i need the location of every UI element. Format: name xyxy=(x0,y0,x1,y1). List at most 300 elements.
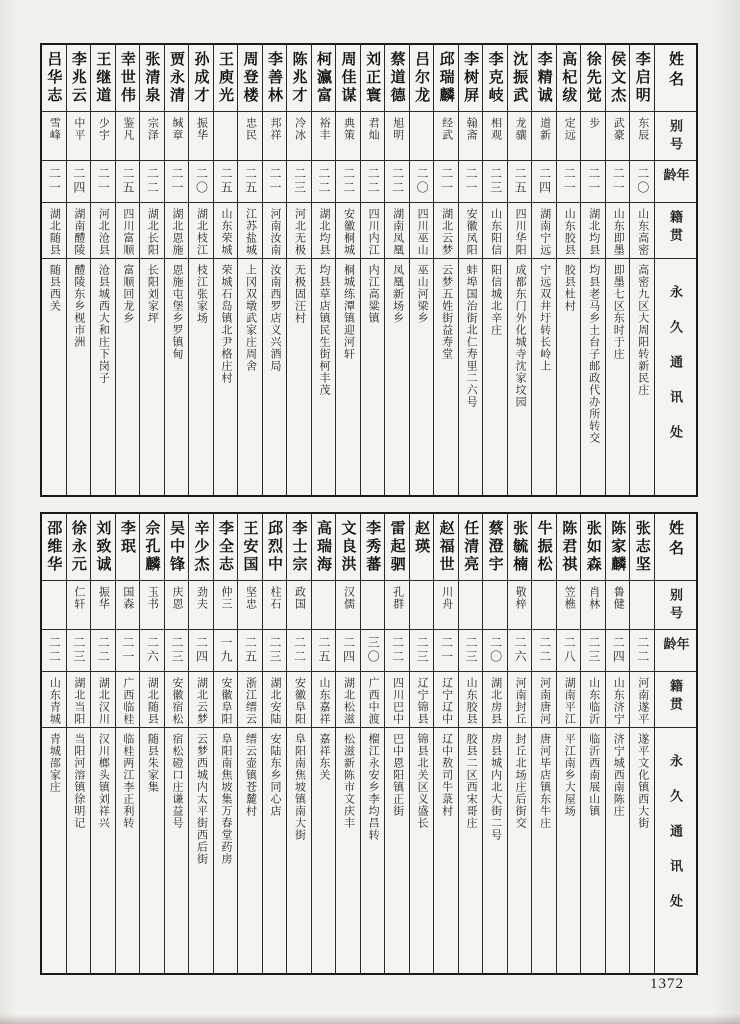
person-address: 安陆东乡同心店 xyxy=(269,733,281,817)
person-name: 柯瀛富 xyxy=(315,51,333,105)
person-alias-cell xyxy=(581,112,605,161)
person-address-cell xyxy=(459,728,483,973)
person-age-cell xyxy=(459,161,483,203)
person-name-cell xyxy=(630,514,654,581)
header-native-cell xyxy=(655,203,696,259)
person-age-cell xyxy=(434,161,458,203)
person-address: 阜阳南焦坡集万春堂药房 xyxy=(219,733,232,865)
person-alias-cell xyxy=(287,112,311,161)
person-age: 二二 xyxy=(390,636,405,664)
person-name: 张清泉 xyxy=(143,51,161,105)
person-native-cell xyxy=(287,203,311,259)
person-native-cell xyxy=(361,203,385,259)
person-name: 刘致诚 xyxy=(94,520,112,574)
person-name-cell xyxy=(336,45,360,112)
person-alias: 旭明 xyxy=(391,117,404,141)
person-name-cell xyxy=(312,514,336,581)
header-age-cell xyxy=(655,161,696,203)
person-alias-cell xyxy=(410,112,434,161)
person-name-cell xyxy=(606,514,630,581)
person-age: 二六 xyxy=(145,636,160,664)
person-native: 河南封丘 xyxy=(514,677,527,725)
person-name-cell xyxy=(508,45,532,112)
person-alias-cell xyxy=(581,581,605,630)
person-name-cell xyxy=(189,514,213,581)
person-native-cell xyxy=(312,672,336,728)
person-name-cell xyxy=(434,514,458,581)
person-entry xyxy=(237,514,262,973)
person-native: 湖北安陆 xyxy=(269,677,281,725)
person-alias-cell xyxy=(263,112,287,161)
person-age: 二一 xyxy=(47,167,62,195)
person-name-cell xyxy=(312,45,336,112)
person-name: 沈振武 xyxy=(511,51,529,105)
person-alias-cell xyxy=(263,581,287,630)
person-address: 临沂西南展山镇 xyxy=(587,733,600,817)
person-address: 青城邵家庄 xyxy=(48,733,61,793)
person-name: 文良洪 xyxy=(339,520,357,574)
person-name-cell xyxy=(67,45,91,112)
person-native: 山东阳信 xyxy=(489,208,502,256)
person-alias-cell xyxy=(116,112,140,161)
person-entry xyxy=(42,514,66,973)
person-age: 二一 xyxy=(169,167,184,195)
person-name-cell xyxy=(434,45,458,112)
person-entry xyxy=(335,514,360,973)
person-address-cell xyxy=(410,259,434,495)
person-address-cell xyxy=(140,259,164,495)
person-name-cell xyxy=(140,514,164,581)
person-address: 均县草店镇民生街柯丰茂 xyxy=(318,264,331,396)
person-name: 高瑞海 xyxy=(315,520,333,574)
person-name: 孙成才 xyxy=(192,51,210,105)
person-address-cell xyxy=(214,728,238,973)
header-address: 永久通讯处 xyxy=(668,285,683,460)
person-alias: 仁轩 xyxy=(72,586,85,610)
person-native: 湖北房县 xyxy=(489,677,502,725)
person-name-cell xyxy=(459,45,483,112)
person-address: 唐河毕店镇东牛庄 xyxy=(538,733,551,829)
person-native-cell xyxy=(42,203,66,259)
person-native-cell xyxy=(483,672,507,728)
person-age-cell xyxy=(557,161,581,203)
person-address-cell xyxy=(630,259,654,495)
person-native: 山东高密 xyxy=(636,208,649,256)
person-native-cell xyxy=(581,672,605,728)
person-age: 二四 xyxy=(611,636,626,664)
person-address-cell xyxy=(263,259,287,495)
person-age: 二〇 xyxy=(488,636,503,664)
person-age: 二一 xyxy=(439,167,454,195)
person-name: 陈兆才 xyxy=(290,51,308,105)
person-native: 山东青城 xyxy=(48,677,61,725)
person-entry xyxy=(213,45,238,495)
person-alias-cell xyxy=(557,112,581,161)
person-address-cell xyxy=(336,728,360,973)
person-alias: 龙骧 xyxy=(514,117,527,141)
header-age: 年龄 xyxy=(661,637,690,655)
person-native-cell xyxy=(312,203,336,259)
person-native-cell xyxy=(385,672,409,728)
person-alias: 定远 xyxy=(563,117,576,141)
person-address: 即墨七区东时于庄 xyxy=(612,264,625,360)
person-age: 二五 xyxy=(218,167,233,195)
person-name: 王继道 xyxy=(94,51,112,105)
person-address-cell xyxy=(508,259,532,495)
person-alias-cell xyxy=(287,581,311,630)
person-entry xyxy=(262,45,287,495)
person-native: 河北无极 xyxy=(293,208,306,256)
person-alias-cell xyxy=(312,581,336,630)
person-age: 二一 xyxy=(586,167,601,195)
person-age-cell xyxy=(385,630,409,672)
person-name-cell xyxy=(630,45,654,112)
person-name: 李全志 xyxy=(216,520,234,574)
person-name: 侯文杰 xyxy=(609,51,627,105)
header-alias: 别号 xyxy=(668,119,683,155)
person-native: 湖南平江 xyxy=(563,677,576,725)
header-age: 年龄 xyxy=(661,168,690,186)
person-native-cell xyxy=(263,203,287,259)
person-age-cell xyxy=(434,630,458,672)
person-native-cell xyxy=(434,672,458,728)
person-native: 湖北均县 xyxy=(587,208,600,256)
person-native-cell xyxy=(238,672,262,728)
person-entry xyxy=(164,45,189,495)
header-name: 姓名 xyxy=(667,520,684,560)
person-native-cell xyxy=(459,203,483,259)
person-name-cell xyxy=(287,45,311,112)
person-native: 四川巫山 xyxy=(416,208,429,256)
person-entry xyxy=(482,514,507,973)
person-address-cell xyxy=(385,259,409,495)
person-alias: 振华 xyxy=(195,117,208,141)
person-name: 佘孔麟 xyxy=(143,520,161,574)
person-name-cell xyxy=(140,45,164,112)
person-entry xyxy=(507,514,532,973)
person-alias: 少宇 xyxy=(97,117,110,141)
person-native-cell xyxy=(140,203,164,259)
person-name: 张如森 xyxy=(584,520,602,574)
person-name: 邱烈中 xyxy=(266,520,283,574)
person-address-cell xyxy=(165,728,189,973)
person-native-cell xyxy=(67,672,91,728)
person-address: 凤凰新场乡 xyxy=(391,264,404,324)
person-name-cell xyxy=(189,45,213,112)
person-native: 广西中渡 xyxy=(367,677,380,725)
person-alias: 孔群 xyxy=(391,586,404,610)
person-address: 内江高粱镇 xyxy=(367,264,380,324)
person-age: 二二 xyxy=(317,167,332,195)
person-age: 二二 xyxy=(366,167,381,195)
person-entry xyxy=(139,45,164,495)
person-entry xyxy=(262,514,287,973)
person-native: 江苏盐城 xyxy=(244,208,257,256)
header-age-cell xyxy=(655,630,696,672)
person-native: 湖北云梦 xyxy=(195,677,208,725)
person-age-cell xyxy=(287,630,311,672)
person-alias: 汉儒 xyxy=(342,586,355,610)
person-alias: 振华 xyxy=(97,586,110,610)
person-name-cell xyxy=(116,45,140,112)
person-alias-cell xyxy=(532,112,556,161)
person-name-cell xyxy=(606,45,630,112)
person-age: 二四 xyxy=(194,636,209,664)
person-alias: 经武 xyxy=(440,117,453,141)
person-alias-cell xyxy=(508,112,532,161)
person-address: 随县西关 xyxy=(48,264,61,312)
person-name: 李秀蕃 xyxy=(364,520,382,574)
person-entry xyxy=(384,45,409,495)
person-native-cell xyxy=(532,672,556,728)
person-address-cell xyxy=(581,728,605,973)
person-entry xyxy=(531,45,556,495)
person-native-cell xyxy=(434,203,458,259)
person-native-cell xyxy=(361,672,385,728)
person-alias-cell xyxy=(483,581,507,630)
person-native: 湖北枝江 xyxy=(195,208,208,256)
person-address-cell xyxy=(361,259,385,495)
person-name: 张志坚 xyxy=(633,520,651,574)
person-alias: 武豪 xyxy=(612,117,625,141)
person-entry xyxy=(237,45,262,495)
person-age: 二五 xyxy=(243,167,258,195)
person-native: 山东嘉祥 xyxy=(318,677,331,725)
person-age-cell xyxy=(361,161,385,203)
person-age-cell xyxy=(312,630,336,672)
person-name-cell xyxy=(483,45,507,112)
person-age-cell xyxy=(483,161,507,203)
person-address-cell xyxy=(189,259,213,495)
person-age: 二〇 xyxy=(194,167,209,195)
person-age: 二一 xyxy=(439,636,454,664)
person-alias-cell xyxy=(459,112,483,161)
person-address: 成都东门外化城寺沈家坟园 xyxy=(514,264,527,408)
person-native: 四川内江 xyxy=(367,208,380,256)
person-alias-cell xyxy=(434,581,458,630)
person-entry xyxy=(164,514,189,973)
person-alias-cell xyxy=(91,112,115,161)
person-native: 湖北随县 xyxy=(146,677,159,725)
person-address: 高密九区大周阳转新民庄 xyxy=(636,264,649,396)
person-name: 周佳谋 xyxy=(339,51,357,105)
person-address-cell xyxy=(67,259,91,495)
person-address: 平江南乡大屋场 xyxy=(563,733,576,817)
person-native: 山东即墨 xyxy=(612,208,625,256)
person-name: 吴中锋 xyxy=(167,520,185,574)
person-name-cell xyxy=(508,514,532,581)
person-age: 二二 xyxy=(537,636,552,664)
person-address-cell xyxy=(336,259,360,495)
person-name-cell xyxy=(532,514,556,581)
person-age: 二〇 xyxy=(415,167,430,195)
person-age-cell xyxy=(630,630,654,672)
person-alias: 道新 xyxy=(538,117,551,141)
person-age: 二一 xyxy=(611,167,626,195)
person-entry xyxy=(115,45,140,495)
person-address-cell xyxy=(116,728,140,973)
person-entry xyxy=(580,514,605,973)
person-age: 二一 xyxy=(464,167,479,195)
person-address-cell xyxy=(287,728,311,973)
person-native: 山东荣城 xyxy=(219,208,232,256)
person-age-cell xyxy=(42,630,66,672)
person-native-cell xyxy=(140,672,164,728)
person-name: 雷起驷 xyxy=(388,520,406,574)
person-name-cell xyxy=(336,514,360,581)
header-alias-cell xyxy=(655,581,696,630)
person-native: 安徽阜阳 xyxy=(219,677,232,725)
person-address-cell xyxy=(140,728,164,973)
person-address: 胶县杜村 xyxy=(563,264,576,312)
person-address-cell xyxy=(630,728,654,973)
person-age: 二二 xyxy=(145,167,160,195)
person-alias: 冷冰 xyxy=(293,117,306,141)
person-entry xyxy=(458,514,483,973)
person-name: 蔡道德 xyxy=(388,51,406,105)
person-native-cell xyxy=(91,203,115,259)
person-age-cell xyxy=(508,630,532,672)
person-age: 二二 xyxy=(96,636,111,664)
person-name-cell xyxy=(385,45,409,112)
person-address-cell xyxy=(116,259,140,495)
person-age: 二二 xyxy=(47,636,62,664)
person-age: 二三 xyxy=(415,636,430,664)
person-alias-cell xyxy=(189,112,213,161)
person-age: 二二 xyxy=(635,636,650,664)
person-name-cell xyxy=(214,45,238,112)
person-native-cell xyxy=(67,203,91,259)
person-alias: 仲三 xyxy=(219,586,232,610)
person-alias-cell xyxy=(238,581,262,630)
person-age: 二五 xyxy=(317,636,332,664)
person-age-cell xyxy=(238,161,262,203)
header-native: 籍贯 xyxy=(668,679,683,715)
person-name-cell xyxy=(287,514,311,581)
person-entry xyxy=(286,45,311,495)
person-name: 赵福世 xyxy=(437,520,455,574)
person-native-cell xyxy=(508,203,532,259)
person-name-cell xyxy=(238,45,262,112)
person-address-cell xyxy=(459,259,483,495)
person-native: 湖北恩施 xyxy=(170,208,183,256)
person-native: 辽宁辽中 xyxy=(440,677,453,725)
person-address-cell xyxy=(361,728,385,973)
person-name-cell xyxy=(410,45,434,112)
person-native-cell xyxy=(189,672,213,728)
person-address: 巴中恩阳镇正街 xyxy=(391,733,404,817)
person-address: 均县老马乡土台子邮政代办所转交 xyxy=(587,264,600,444)
person-alias-cell xyxy=(630,112,654,161)
person-native: 河北沧县 xyxy=(97,208,110,256)
person-address-cell xyxy=(385,728,409,973)
person-age: 二三 xyxy=(464,636,479,664)
person-age-cell xyxy=(165,630,189,672)
person-entry xyxy=(311,514,336,973)
person-age: 二一 xyxy=(96,167,111,195)
person-age-cell xyxy=(312,161,336,203)
person-name-cell xyxy=(557,514,581,581)
person-address-cell xyxy=(312,728,336,973)
person-alias-cell xyxy=(361,581,385,630)
person-address: 辽中敖司牛菉村 xyxy=(440,733,453,817)
person-native: 安徽宿松 xyxy=(170,677,183,725)
person-age-cell xyxy=(189,161,213,203)
header-name-cell xyxy=(655,514,696,581)
person-name-cell xyxy=(116,514,140,581)
person-alias-cell xyxy=(630,581,654,630)
person-name-cell xyxy=(385,514,409,581)
person-native: 湖北随县 xyxy=(48,208,61,256)
person-native-cell xyxy=(532,203,556,259)
person-name-cell xyxy=(165,45,189,112)
person-alias-cell xyxy=(214,112,238,161)
person-native: 湖北均县 xyxy=(318,208,331,256)
person-native: 安徽凤阳 xyxy=(465,208,478,256)
person-address: 松滋新陈市文庆丰 xyxy=(342,733,355,829)
person-alias: 缄章 xyxy=(170,117,183,141)
person-name: 吕华志 xyxy=(45,51,63,105)
person-name-cell xyxy=(410,514,434,581)
person-native-cell xyxy=(557,672,581,728)
person-entry xyxy=(311,45,336,495)
person-address-cell xyxy=(189,728,213,973)
person-entry xyxy=(629,514,654,973)
person-alias: 国森 xyxy=(121,586,134,610)
person-age-cell xyxy=(116,161,140,203)
person-name: 陈君祺 xyxy=(560,520,578,574)
person-native-cell xyxy=(165,203,189,259)
person-entry xyxy=(458,45,483,495)
person-alias-cell xyxy=(385,581,409,630)
person-alias-cell xyxy=(165,112,189,161)
header-name: 姓名 xyxy=(667,51,684,91)
person-alias: 君灿 xyxy=(367,117,380,141)
person-age: 二八 xyxy=(562,636,577,664)
person-native: 河南汝南 xyxy=(269,208,281,256)
person-age-cell xyxy=(116,630,140,672)
person-address: 云梦五姓街益寿堂 xyxy=(440,264,453,360)
person-entry xyxy=(580,45,605,495)
person-age: 二〇 xyxy=(635,167,650,195)
person-native: 河南遂平 xyxy=(636,677,649,725)
person-entry xyxy=(556,45,581,495)
person-address-cell xyxy=(287,259,311,495)
person-native: 湖北当阳 xyxy=(72,677,85,725)
person-address-cell xyxy=(410,728,434,973)
person-age-cell xyxy=(91,630,115,672)
person-native-cell xyxy=(459,672,483,728)
person-name: 王安国 xyxy=(241,520,259,574)
person-native: 湖南凤凰 xyxy=(391,208,404,256)
person-native-cell xyxy=(42,672,66,728)
person-name: 吕尔龙 xyxy=(413,51,431,105)
person-native: 山东临沂 xyxy=(587,677,600,725)
person-address-cell xyxy=(581,259,605,495)
person-age: 二五 xyxy=(243,636,258,664)
person-native-cell xyxy=(410,203,434,259)
person-alias-cell xyxy=(606,112,630,161)
person-name-cell xyxy=(214,514,238,581)
person-address: 房县城内北大街二号 xyxy=(489,733,502,841)
person-name: 徐永元 xyxy=(69,520,87,574)
person-age: 二三 xyxy=(268,636,282,664)
person-address-cell xyxy=(557,728,581,973)
person-address-cell xyxy=(238,728,262,973)
person-name: 贾永清 xyxy=(167,51,185,105)
person-name: 李克岐 xyxy=(486,51,504,105)
person-address: 榴江永安乡李均昌转 xyxy=(367,733,380,841)
